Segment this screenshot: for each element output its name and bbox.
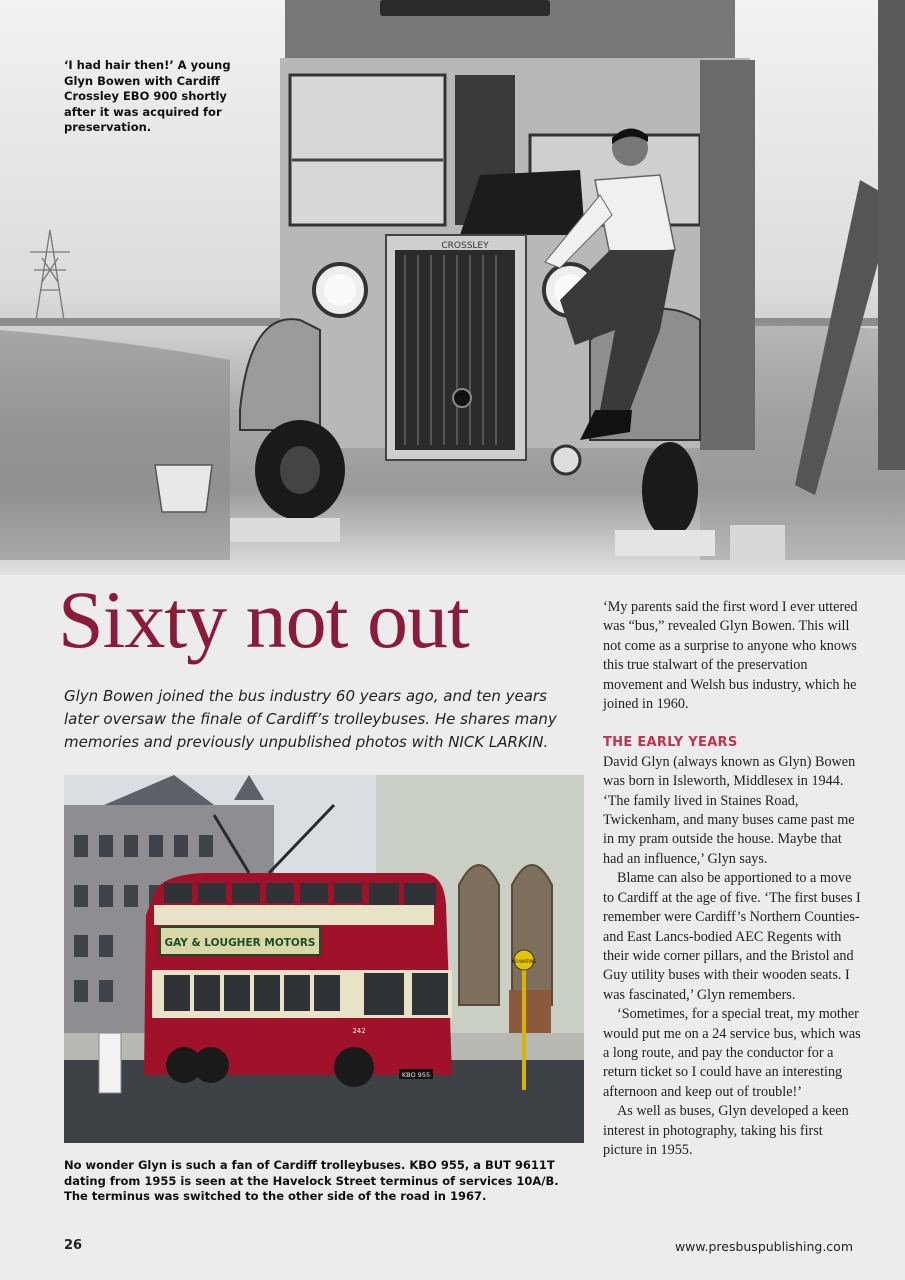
subheading-early-years: THE EARLY YEARS [603, 735, 738, 751]
bus-body [155, 0, 785, 560]
page-number: 26 [64, 1238, 83, 1253]
body-paragraph: Blame can also be apportioned to a move to Cardiff at the age of five. ‘The first buses I remember were Cardiff’s Northern Counties- and East Lancs-bodied AEC Regents with their wide corner pillars, and the Bristol and Guy utility buses with their wooden seats. I was fascinated,’ Glyn remembers. [603, 870, 861, 1003]
pylon [30, 230, 70, 320]
body-paragraph: David Glyn (always known as Glyn) Bowen was born in Isleworth, Middlesex in 1944. ‘The family lived in Staines Road, Twickenham, and many buses came past me in my pram outside the house. Maybe that had an influence,’ Glyn says. [603, 753, 856, 867]
article-body [603, 598, 865, 1160]
trolleybus-photo-caption: No wonder Glyn is such a fan of Cardiff trolleybuses. KBO 955, a BUT 9611T dating from 1955 is seen at the Havelock Street terminus of services 10A/B. The terminus was switched to the other side of the road in 1967. [64, 1158, 559, 1203]
advert-text: GAY & LOUGHER MOTORS [164, 937, 316, 949]
radiator-badge: CROSSLEY [441, 241, 489, 251]
hero-photo-caption: ‘I had hair then!’ A young Glyn Bowen with Cardiff Crossley EBO 900 shortly after it was acquired for preservation. [64, 58, 231, 134]
article-standfirst: Glyn Bowen joined the bus industry 60 years ago, and ten years later oversaw the finale of Cardiff’s trolleybuses. He shares many memories and previously unpublished photos with NICK LARKIN. [64, 687, 557, 751]
hero-photo [0, 0, 905, 575]
stop-sign-text: NO WAITING [511, 959, 537, 964]
article-headline: Sixty not out [58, 574, 469, 665]
fleet-number: 242 [352, 1027, 366, 1035]
body-paragraph: ‘Sometimes, for a special treat, my mother would put me on a 24 service bus, which was a long route, and pay the conductor for a return ticket so I could have an interesting afternoon and keep out of trouble!’ [603, 1006, 861, 1100]
body-paragraph: As well as buses, Glyn developed a keen interest in photography, taking his first picture in 1955. [603, 1103, 849, 1158]
registration-plate: KBO 955 [401, 1071, 431, 1079]
publisher-url: www.presbuspublishing.com [674, 1239, 853, 1254]
trolleybus-illustration [64, 775, 584, 1143]
intro-paragraph: ‘My parents said the first word I ever uttered was “bus,” revealed Glyn Bowen. This will not come as a surprise to anyone who knows this true stalwart of the preservation movement and Welsh bus industry, which he joined in 1960. [603, 599, 858, 713]
trolleybus-photo [64, 775, 584, 1143]
